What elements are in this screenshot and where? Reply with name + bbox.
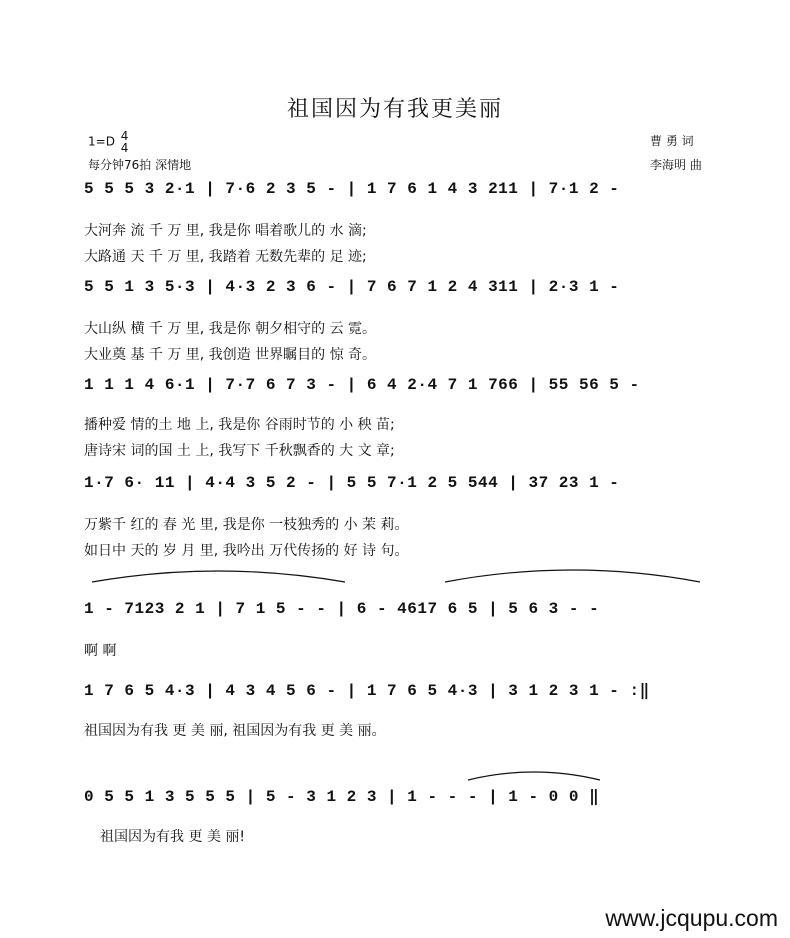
lyric-row-5: 啊 啊 — [84, 643, 117, 659]
notation-row-1: 5 5 5 3 2·1 | 7·6 2 3 5 - | 1 7 6 1 4 3 211 | 7·1 2 - — [84, 180, 620, 198]
notation-row-6: 1 7 6 5 4·3 | 4 3 4 5 6 - | 1 7 6 5 4·3 | 3 1 2 3 1 - :‖ — [84, 682, 650, 700]
lyric-row-4-verse-2: 如日中 天的 岁 月 里, 我吟出 万代传扬的 好 诗 句。 — [84, 543, 409, 559]
lyric-row-6: 祖国因为有我 更 美 丽, 祖国因为有我 更 美 丽。 — [84, 723, 386, 739]
phrase-slur — [468, 772, 600, 780]
notation-row-7: 0 5 5 1 3 5 5 5 | 5 - 3 1 2 3 | 1 - - - | 1 - 0 0 ‖ — [84, 788, 600, 806]
time-top: 4 — [120, 129, 129, 143]
lyric-row-2-verse-2: 大业奠 基 千 万 里, 我创造 世界瞩目的 惊 奇。 — [84, 347, 377, 363]
lyricist-credit: 曹 勇 词 — [650, 134, 694, 148]
notation-row-2: 5 5 1 3 5·3 | 4·3 2 3 6 - | 7 6 7 1 2 4 311 | 2·3 1 - — [84, 278, 620, 296]
phrase-slur — [445, 570, 700, 582]
lyric-row-2-verse-1: 大山纵 横 千 万 里, 我是你 朝夕相守的 云 霓。 — [84, 321, 377, 337]
lyric-row-1-verse-1: 大河奔 流 千 万 里, 我是你 唱着歌儿的 水 滴; — [84, 223, 367, 239]
lyric-row-3-verse-1: 播种爱 情的土 地 上, 我是你 谷雨时节的 小 秧 苗; — [84, 417, 395, 433]
notation-row-5: 1 - 7123 2 1 | 7 1 5 - - | 6 - 4617 6 5 | 5 6 3 - - — [84, 600, 600, 618]
lyric-row-1-verse-2: 大路通 天 千 万 里, 我踏着 无数先辈的 足 迹; — [84, 249, 367, 265]
lyric-row-4-verse-1: 万紫千 红的 春 光 里, 我是你 一枝独秀的 小 茉 莉。 — [84, 517, 409, 533]
composer-credit: 李海明 曲 — [650, 158, 702, 172]
site-watermark: www.jcqupu.com — [605, 905, 778, 931]
notation-row-3: 1 1 1 4 6·1 | 7·7 6 7 3 - | 6 4 2·4 7 1 766 | 55 56 5 - — [84, 376, 640, 394]
lyric-row-7: 祖国因为有我 更 美 丽! — [100, 829, 245, 845]
tempo-marking: 每分钟76拍 深情地 — [88, 158, 192, 172]
lyric-row-3-verse-2: 唐诗宋 词的国 土 上, 我写下 千秋飘香的 大 文 章; — [84, 443, 395, 459]
phrase-slur — [92, 571, 345, 582]
key-label: 1=D — [88, 134, 115, 149]
time-bottom: 4 — [120, 141, 129, 155]
notation-row-4: 1·7 6· 11 | 4·4 3 5 2 - | 5 5 7·1 2 5 544 | 37 23 1 - — [84, 474, 620, 492]
song-title: 祖国因为有我更美丽 — [286, 97, 503, 122]
